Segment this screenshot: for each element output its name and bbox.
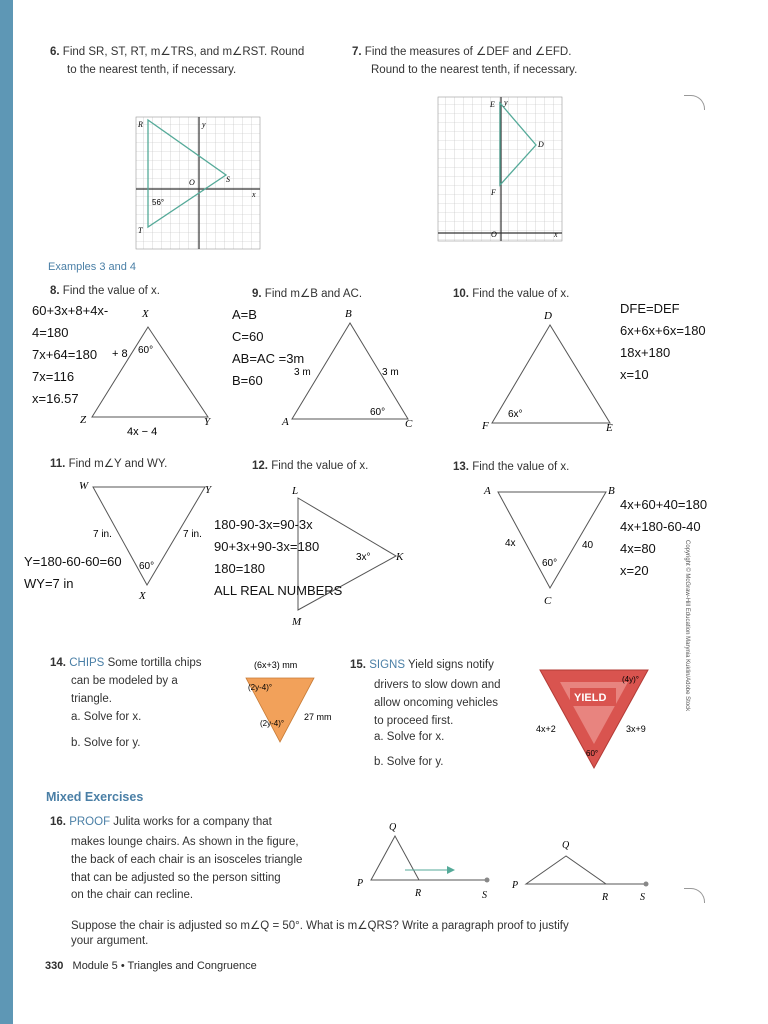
page-curl-mark	[684, 95, 705, 110]
svg-text:40: 40	[582, 540, 594, 551]
svg-text:K: K	[396, 551, 404, 563]
problem-15-line4: to proceed first.	[374, 715, 454, 727]
svg-text:Z: Z	[80, 414, 87, 426]
problem-14-line2: can be modeled by a	[71, 675, 178, 687]
problem-13: 13. Find the value of x.	[453, 461, 570, 473]
answer-11: Y=180-60-60=60 WY=7 in	[24, 554, 122, 591]
problem-15-line1: 15. SIGNS Yield signs notify	[350, 659, 494, 671]
copyright-vertical: Copyright © McGraw-Hill Education Marynia Kuklin/Adobe Stock	[684, 540, 690, 712]
svg-text:7 in.: 7 in.	[93, 529, 112, 540]
svg-text:Q: Q	[389, 822, 397, 833]
problem-14-line1: 14. CHIPS Some tortilla chips	[50, 657, 202, 669]
label-O: O	[189, 178, 195, 187]
svg-text:YIELD: YIELD	[574, 692, 607, 704]
answer-9: A=B C=60 AB=AC =3m B=60	[232, 307, 305, 388]
answer-10: DFE=DEF 6x+6x+6x=180 18x+180 x=10	[620, 301, 706, 382]
answer-12: 180-90-3x=90-3x 90+3x+90-3x=180 180=180 ALL REAL NUMBERS	[214, 517, 343, 598]
problem-16-question2: your argument.	[71, 935, 149, 947]
problem-16-line3: the back of each chair is an isosceles triangle	[71, 854, 303, 866]
svg-text:X: X	[139, 590, 146, 602]
problem-6-line2: to the nearest tenth, if necessary.	[67, 64, 237, 76]
svg-text:R: R	[602, 892, 609, 903]
svg-text:D: D	[544, 310, 552, 322]
problem-7-line2: Round to the nearest tenth, if necessary.	[371, 64, 578, 76]
problem-16-line1: 16. PROOF Julita works for a company that	[50, 816, 272, 828]
svg-text:Y: Y	[205, 484, 212, 496]
svg-text:B: B	[345, 308, 352, 320]
svg-text:F: F	[482, 420, 489, 432]
svg-text:L: L	[292, 485, 299, 497]
label-x: x	[252, 190, 256, 199]
problem-11: 11. Find m∠Y and WY.	[50, 458, 168, 470]
svg-text:3x°: 3x°	[356, 552, 371, 563]
svg-text:60°: 60°	[586, 749, 599, 758]
page-curl-mark	[684, 888, 705, 903]
svg-text:B: B	[608, 485, 615, 497]
svg-text:60°: 60°	[542, 558, 558, 569]
svg-text:(2y-4)°: (2y-4)°	[248, 683, 273, 692]
problem-13-figure	[480, 478, 625, 608]
svg-text:C: C	[544, 595, 552, 607]
svg-text:F: F	[491, 188, 496, 197]
page-footer: 330 Module 5 • Triangles and Congruence	[45, 960, 257, 972]
svg-text:Q: Q	[562, 840, 570, 851]
svg-text:R: R	[415, 888, 422, 899]
svg-text:E: E	[490, 100, 495, 109]
problem-15-yield-sign	[530, 660, 655, 775]
problem-7-line1: 7. Find the measures of ∠DEF and ∠EFD.	[352, 46, 572, 58]
svg-text:4x+2: 4x+2	[536, 724, 556, 734]
problem-9: 9. Find m∠B and AC.	[252, 288, 363, 300]
svg-text:X: X	[142, 308, 149, 320]
svg-text:4x: 4x	[505, 538, 516, 549]
label-S: S	[226, 175, 230, 184]
label-T: T	[138, 226, 143, 235]
problem-6-graph	[134, 115, 262, 253]
problem-16-chair-figure-1	[355, 818, 495, 903]
svg-text:60°: 60°	[370, 407, 386, 418]
section-mixed: Mixed Exercises	[46, 790, 144, 804]
section-examples: Examples 3 and 4	[48, 261, 137, 273]
svg-text:C: C	[405, 418, 413, 430]
svg-text:60°: 60°	[139, 561, 155, 572]
problem-16-line4: that can be adjusted so the person sitting	[71, 872, 281, 884]
page-left-bar	[0, 0, 13, 1024]
svg-text:7 in.: 7 in.	[183, 529, 202, 540]
problem-16-chair-figure-2	[510, 836, 655, 906]
problem-14-b: b. Solve for y.	[71, 737, 141, 749]
svg-text:P: P	[512, 880, 519, 891]
problem-15-line3: allow oncoming vehicles	[374, 697, 499, 709]
svg-text:O: O	[491, 230, 497, 239]
svg-text:y: y	[504, 98, 508, 107]
problem-16-question1: Suppose the chair is adjusted so m∠Q = 50°. What is m∠QRS? Write a paragraph proof to justify	[71, 920, 569, 932]
svg-text:A: A	[484, 485, 491, 497]
problem-6-line1: 6. Find SR, ST, RT, m∠TRS, and m∠RST. Round	[50, 46, 305, 58]
svg-text:3 m: 3 m	[294, 367, 311, 378]
label-R: R	[138, 120, 143, 129]
problem-14-a: a. Solve for x.	[71, 711, 142, 723]
svg-text:D: D	[538, 140, 544, 149]
svg-text:3 m: 3 m	[382, 367, 399, 378]
problem-10-figure	[480, 305, 625, 435]
svg-text:(2y-4)°: (2y-4)°	[260, 719, 285, 728]
svg-text:60°: 60°	[138, 345, 154, 356]
svg-text:Y: Y	[204, 416, 211, 428]
problem-15-a: a. Solve for x.	[374, 731, 445, 743]
svg-text:27 mm: 27 mm	[304, 712, 332, 722]
svg-text:S: S	[482, 890, 487, 901]
svg-text:M: M	[292, 616, 302, 628]
svg-text:S: S	[640, 892, 645, 903]
svg-text:x: x	[554, 230, 558, 239]
svg-text:(4y)°: (4y)°	[622, 675, 639, 684]
svg-text:4x − 4: 4x − 4	[127, 426, 158, 438]
svg-text:+ 8: + 8	[112, 348, 128, 360]
problem-16-line2: makes lounge chairs. As shown in the figure,	[71, 836, 299, 848]
label-angle: 56°	[152, 198, 165, 207]
problem-16-line5: on the chair can recline.	[71, 889, 194, 901]
problem-12: 12. Find the value of x.	[252, 460, 369, 472]
svg-text:W: W	[79, 480, 89, 492]
svg-text:A: A	[282, 416, 289, 428]
problem-15-b: b. Solve for y.	[374, 756, 444, 768]
problem-14-chip-figure	[240, 656, 340, 751]
svg-text:P: P	[357, 878, 364, 889]
problem-15-line2: drivers to slow down and	[374, 679, 501, 691]
answer-8: 60+3x+8+4x- 4=180 7x+64=180 7x=116 x=16.57	[32, 303, 109, 406]
problem-8: 8. Find the value of x.	[50, 285, 160, 297]
answer-13: 4x+60+40=180 4x+180-60-40 4x=80 x=20	[620, 497, 708, 578]
problem-7-graph	[436, 95, 564, 243]
svg-text:(6x+3) mm: (6x+3) mm	[254, 660, 298, 670]
svg-text:3x+9: 3x+9	[626, 724, 646, 734]
svg-text:E: E	[606, 422, 613, 434]
problem-14-line3: triangle.	[71, 693, 112, 705]
problem-10: 10. Find the value of x.	[453, 288, 570, 300]
label-y: y	[202, 120, 206, 129]
svg-text:6x°: 6x°	[508, 409, 523, 420]
